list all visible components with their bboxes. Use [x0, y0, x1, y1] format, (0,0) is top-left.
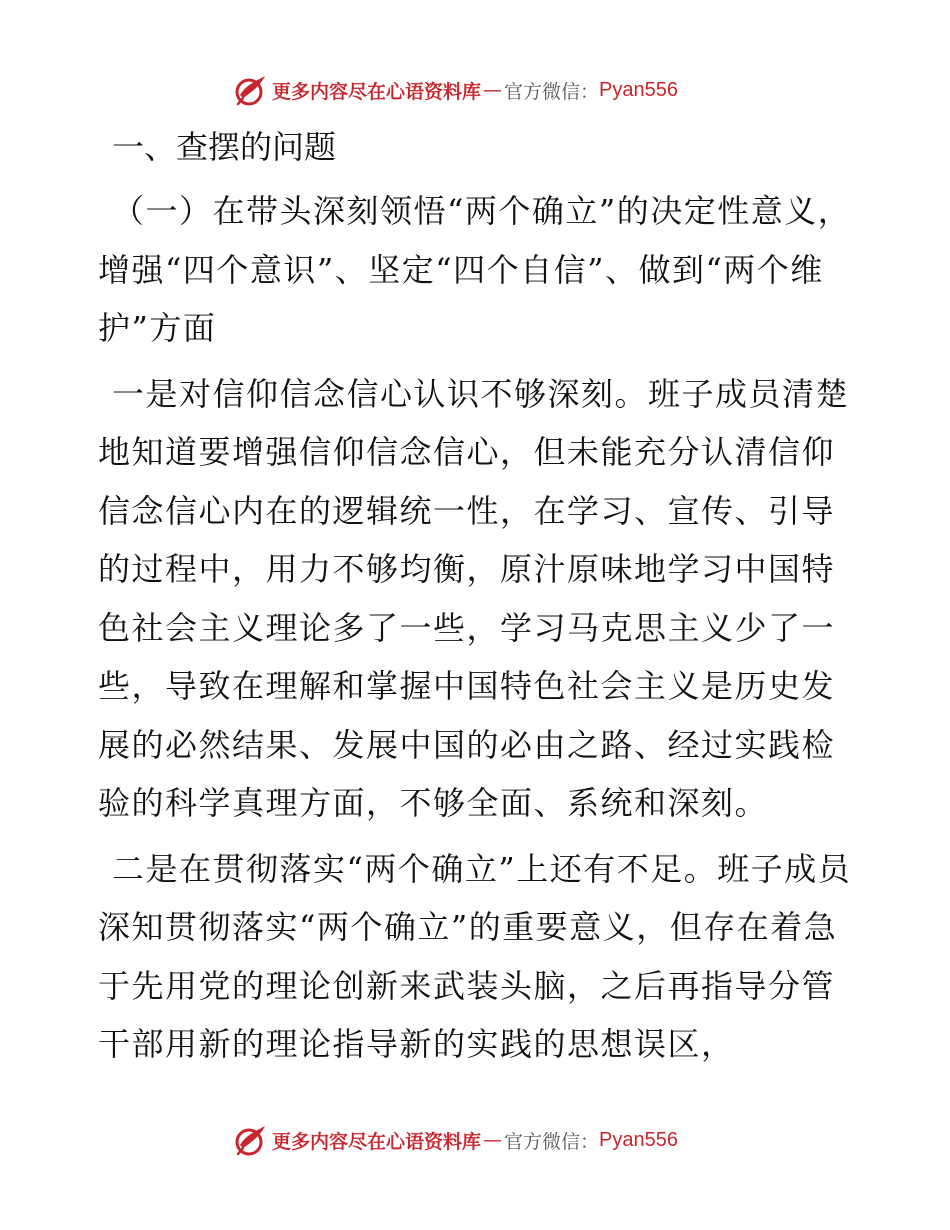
banner-wechat-id: Pyan556: [599, 1128, 678, 1151]
banner-library-text: 更多内容尽在心语资料库: [272, 80, 482, 103]
banner-dash: —: [483, 1129, 503, 1151]
footer-watermark-banner: [234, 1122, 754, 1158]
document-heading: 一、查摆的问题: [112, 128, 337, 166]
banner-library-text: 更多内容尽在心语资料库: [272, 1130, 482, 1153]
document-body: [98, 122, 858, 1081]
quill-pen-logo-icon: [234, 1123, 268, 1157]
banner-official-text: 官方微信：: [504, 1130, 600, 1153]
paragraph-2: 二是在贯彻落实“两个确立”上还有不足。班子成员深知贯彻落实“两个确立”的重要意义，但存在着急于先用党的理论创新来武装头脑，之后再指导分管干部用新的理论指导新的实践的思想误区，: [98, 849, 852, 1063]
header-watermark-banner: [234, 72, 754, 108]
paragraph-1: 一是对信仰信念信心认识不够深刻。班子成员清楚地知道要增强信仰信念信心，但未能充分认清信仰信念信心内在的逻辑统一性，在学习、宣传、引导的过程中，用力不够均衡，原汁原味地学习中国特色社会主义理论多了一些，学习马克思主义少了一些，导致在理解和掌握中国特色社会主义是历史发展的必然结果、发展中国的必由之路、经过实践检验的科学真理方面，不够全面、系统和深刻。: [98, 374, 850, 822]
quill-pen-logo-icon: [234, 73, 268, 107]
section-title: （一）在带头深刻领悟“两个确立”的决定性意义，增强“四个意识”、坚定“四个自信”、做到“两个维护”方面: [98, 192, 852, 347]
banner-wechat-id: Pyan556: [599, 78, 678, 101]
banner-dash: —: [483, 79, 503, 101]
banner-official-text: 官方微信：: [504, 80, 600, 103]
